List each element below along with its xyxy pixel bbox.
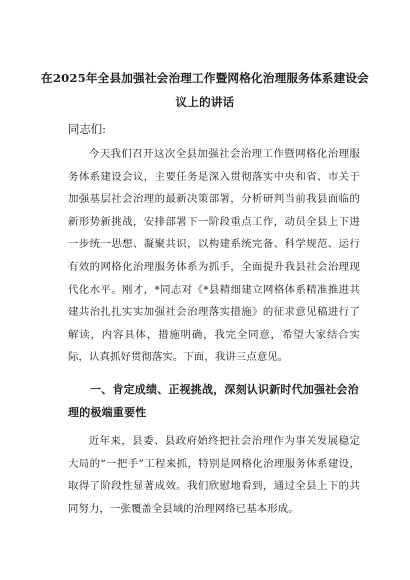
speech-title: 在2025年全县加强社会治理工作暨网格化治理服务体系建设会议上的讲话 (41, 71, 369, 109)
salutation: 同志们: (68, 122, 107, 136)
section-heading-1: 一、肯定成绩、正视挑战，深刻认识新时代加强社会治理的极端重要性 (68, 383, 359, 419)
body-paragraph-2: 近年来，县委、县政府始终把社会治理作为事关发展稳定大局的“一把手”工程来抓，特别是网格化治理服务体系建设，取得了阶段性显著成效。我们欣慰地看到，通过全县上下的共同努力，一张覆盖全县域的治理网络已基本形成。 (68, 435, 360, 515)
body-paragraph-1: 今天我们召开这次全县加强社会治理工作暨网格化治理服务体系建设会议，主要任务是深入贯彻落实中央和省、市关于加强基层社会治理的最新决策部署，分析研判当前我县面临的新形势新挑战，安排部署下一阶段重点工作，动员全县上下进一步统一思想、凝聚共识，以构建系统完备、科学规范、运行有效的网格化治理服务体系为抓手，全面提升我县社会治理现代化水平。刚才，*同志对《*县精细建立网格体系精准推进共建共治扎扎实实加强社会治理落实措施》的征求意见稿进行了解读，内容具体，措施明确，我完全同意，希望大家结合实际，认真抓好贯彻落实。下面，我讲三点意见。 (68, 148, 360, 364)
